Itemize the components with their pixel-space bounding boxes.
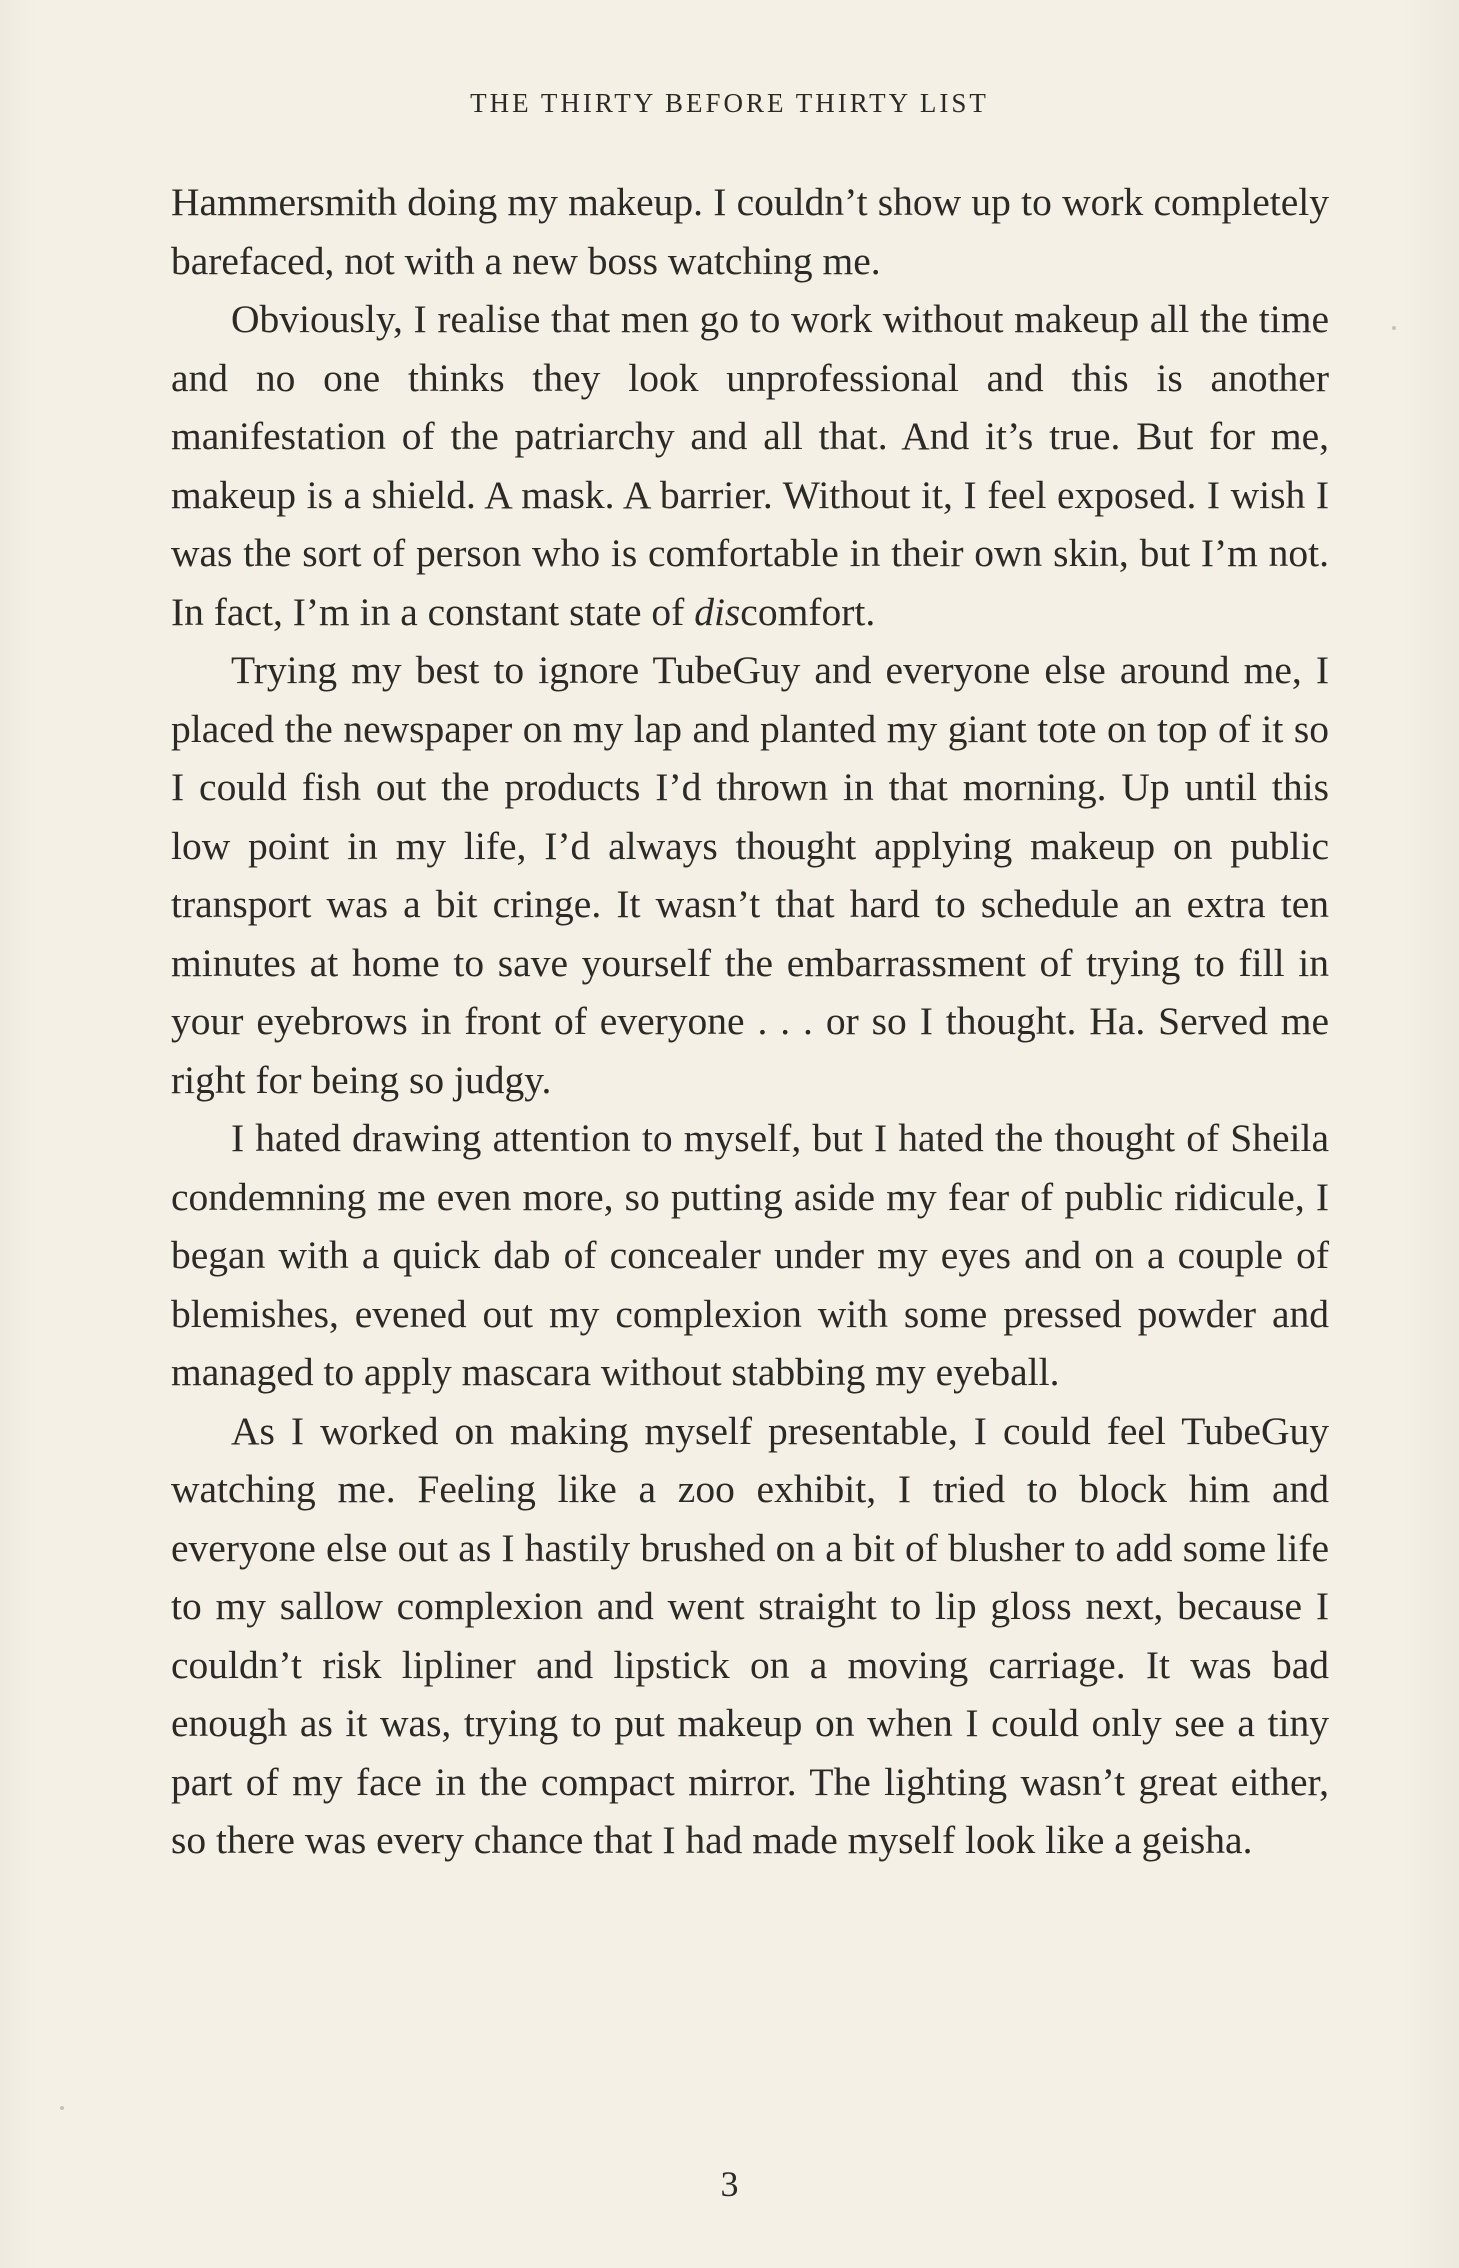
paper-speck bbox=[60, 2106, 64, 2110]
paragraph bbox=[171, 173, 1329, 290]
body-text bbox=[171, 173, 1329, 1870]
text-segment: Obviously, I realise that men go to work without makeup all the time and no one thinks they look unprofessional and this is another manifestation of the patriarchy and all that. And it’s true. But for me, makeup is a shield. A mask. A barrier. Without it, I feel exposed. I wish I was the sort of person who is comfortable in their own skin, but I’m not. In fact, I’m in a constant state of bbox=[171, 297, 1329, 634]
paper-speck bbox=[1392, 326, 1396, 330]
paragraph bbox=[171, 1109, 1329, 1402]
page-number: 3 bbox=[720, 2164, 739, 2204]
paragraph bbox=[171, 641, 1329, 1109]
paragraph bbox=[171, 290, 1329, 641]
running-head: THE THIRTY BEFORE THIRTY LIST bbox=[470, 88, 989, 118]
text-segment: comfort. bbox=[740, 589, 876, 634]
italic-emphasis: dis bbox=[694, 589, 741, 634]
text-segment: As I worked on making myself presentable, I could feel TubeGuy watching me. Feeling like a zoo exhibit, I tried to block him and everyone else out as I hastily brushed on a bit of blusher to add some life to my sallow complexion and went straight to lip gloss next, because I couldn’t risk lipliner and lipstick on a moving carriage. It was bad enough as it was, trying to put makeup on when I could only see a tiny part of my face in the compact mirror. The lighting wasn’t great either, so there was every chance that I had made myself look like a geisha. bbox=[171, 1408, 1329, 1862]
text-segment: I hated drawing attention to myself, but I hated the thought of Sheila condemning me even more, so putting aside my fear of public ridicule, I began with a quick dab of concealer under my eyes and on a couple of blemishes, evened out my complexion with some pressed powder and managed to apply mascara without stabbing my eyeball. bbox=[171, 1116, 1329, 1394]
paragraph bbox=[171, 1402, 1329, 1870]
text-segment: Hammersmith doing my makeup. I couldn’t show up to work completely barefaced, not with a new boss watching me. bbox=[171, 180, 1329, 283]
text-segment: Trying my best to ignore TubeGuy and everyone else around me, I placed the newspaper on my lap and planted my giant tote on top of it so I could fish out the products I’d thrown in that morning. Up until this low point in my life, I’d always thought applying makeup on public transport was a bit cringe. It wasn’t that hard to schedule an extra ten minutes at home to save yourself the embarrassment of trying to fill in your eyebrows in front of everyone . . . or so I thought. Ha. Served me right for being so judgy. bbox=[171, 648, 1329, 1102]
